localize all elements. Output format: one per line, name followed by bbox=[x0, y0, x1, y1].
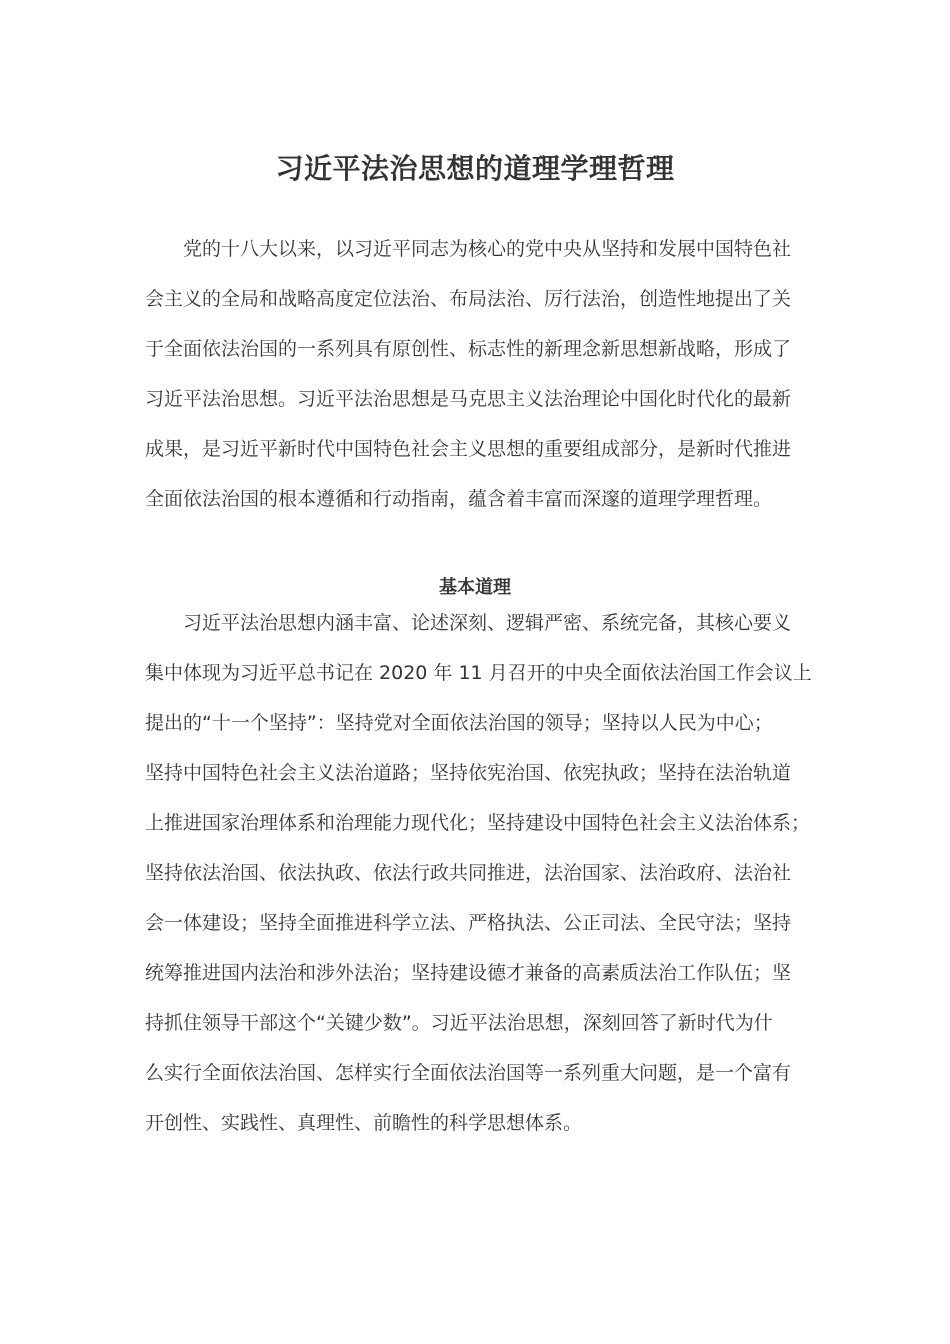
core-meaning-paragraph bbox=[145, 598, 813, 1148]
paragraph-line: 于全面依法治国的一系列具有原创性、标志性的新理念新思想新战略，形成了 bbox=[145, 338, 792, 360]
paragraph-line: 么实行全面依法治国、怎样实行全面依法治国等一系列重大问题，是一个富有 bbox=[145, 1062, 792, 1084]
document-title: 习近平法治思想的道理学理哲理 bbox=[275, 151, 675, 185]
paragraph-line: 习近平法治思想内涵丰富、论述深刻、逻辑严密、系统完备，其核心要义 bbox=[183, 612, 792, 634]
section-heading: 基本道理 bbox=[439, 576, 511, 598]
paragraph-line: 统筹推进国内法治和涉外法治；坚持建设德才兼备的高素质法治工作队伍；坚 bbox=[145, 962, 792, 984]
intro-paragraph bbox=[145, 224, 813, 524]
paragraph-line: 集中体现为习近平总书记在 2020 年 11 月召开的中央全面依法治国工作会议上 bbox=[145, 662, 812, 684]
paragraph-line: 坚持中国特色社会主义法治道路；坚持依宪治国、依宪执政；坚持在法治轨道 bbox=[145, 762, 792, 784]
paragraph-line: 党的十八大以来，以习近平同志为核心的党中央从坚持和发展中国特色社 bbox=[183, 238, 792, 260]
paragraph-line: 会一体建设；坚持全面推进科学立法、严格执法、公正司法、全民守法；坚持 bbox=[145, 912, 792, 934]
paragraph-line: 开创性、实践性、真理性、前瞻性的科学思想体系。 bbox=[145, 1112, 583, 1134]
paragraph-line: 会主义的全局和战略高度定位法治、布局法治、厉行法治，创造性地提出了关 bbox=[145, 288, 792, 310]
paragraph-line: 全面依法治国的根本遵循和行动指南，蕴含着丰富而深邃的道理学理哲理。 bbox=[145, 488, 773, 510]
paragraph-line: 提出的“十一个坚持”：坚持党对全面依法治国的领导；坚持以人民为中心； bbox=[145, 712, 773, 734]
paragraph-line: 上推进国家治理体系和治理能力现代化；坚持建设中国特色社会主义法治体系； bbox=[145, 812, 811, 834]
paragraph-line: 坚持依法治国、依法执政、依法行政共同推进，法治国家、法治政府、法治社 bbox=[145, 862, 792, 884]
paragraph-line: 习近平法治思想。习近平法治思想是马克思主义法治理论中国化时代化的最新 bbox=[145, 388, 792, 410]
paragraph-line: 成果，是习近平新时代中国特色社会主义思想的重要组成部分，是新时代推进 bbox=[145, 438, 792, 460]
paragraph-line: 持抓住领导干部这个“关键少数”。习近平法治思想，深刻回答了新时代为什 bbox=[145, 1012, 773, 1034]
